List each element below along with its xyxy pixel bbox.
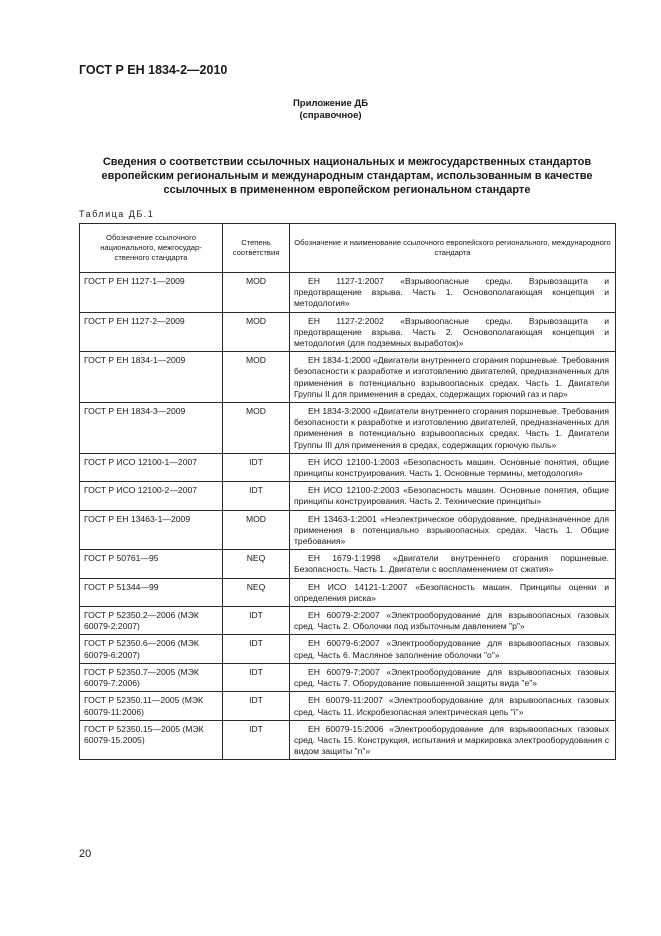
table-caption: Таблица ДБ.1 — [79, 209, 155, 219]
national-standard-cell: ГОСТ Р 52350.11—2005 (МЭК 60079-11:2006) — [80, 692, 223, 720]
reference-standard-cell: ЕН 1127-1:2007 «Взрывоопасные среды. Взрывозащита и предотвращение взрыва. Часть 1. Основополагающая концепция и методология» — [290, 273, 616, 313]
table-row — [80, 635, 616, 663]
table-row — [80, 663, 616, 691]
column-header-degree: Степень соответствия — [223, 224, 290, 273]
national-standard-cell: ГОСТ Р 52350.6—2006 (МЭК 60079-6:2007) — [80, 635, 223, 663]
table-row — [80, 720, 616, 760]
degree-cell: NEQ — [223, 550, 290, 578]
document-header: ГОСТ Р ЕН 1834-2—2010 — [79, 63, 228, 77]
national-standard-cell: ГОСТ Р ЕН 1834-1—2009 — [80, 352, 223, 403]
reference-standard-cell: ЕН ИСО 12100-2:2003 «Безопасность машин. Основные понятия, общие принципы конструирования. Часть 2. Технические принципы» — [290, 482, 616, 510]
degree-cell: NEQ — [223, 578, 290, 606]
degree-cell: IDT — [223, 720, 290, 760]
national-standard-cell: ГОСТ Р ЕН 1834-3—2009 — [80, 403, 223, 454]
degree-cell: MOD — [223, 510, 290, 550]
national-standard-cell: ГОСТ Р 52350.15—2005 (МЭК 60079-15.2005) — [80, 720, 223, 760]
reference-standard-cell: ЕН 60079-6:2007 «Электрооборудование для взрывоопасных газовых сред. Часть 6. Масляное заполнение оболочки "о"» — [290, 635, 616, 663]
table-body — [80, 273, 616, 760]
national-standard-cell: ГОСТ Р ЕН 1127-1—2009 — [80, 273, 223, 313]
table-row — [80, 510, 616, 550]
page-number: 20 — [79, 848, 92, 860]
reference-standard-cell: ЕН 1679-1:1998 «Двигатели внутреннего сгорания поршневые. Безопасность. Часть 1. Двигатели с воспламенением от сжатия» — [290, 550, 616, 578]
column-header-national: Обозначение ссылочного национального, межгосудар-ственного стандарта — [80, 224, 223, 273]
reference-standard-cell: ЕН ИСО 12100-1:2003 «Безопасность машин. Основные понятия, общие принципы конструирования. Часть 1. Основные термины, методология» — [290, 453, 616, 481]
correspondence-table — [79, 223, 616, 760]
reference-standard-cell: ЕН 60079-2:2007 «Электрооборудование для взрывоопасных газовых сред. Часть 2. Оболочки под избыточным давлением "р"» — [290, 607, 616, 635]
table-row — [80, 692, 616, 720]
reference-standard-cell: ЕН 1834-3:2000 «Двигатели внутреннего сгорания поршневые. Требования безопасности к разработке и изготовлению двигателей, предназначенных для применения в потенциально взрывоопасных средах. Часть 1. Двигатели Группы III для применения в средах, содержащих горючую пыль» — [290, 403, 616, 454]
degree-cell: IDT — [223, 635, 290, 663]
table-row — [80, 352, 616, 403]
reference-standard-cell: ЕН 1834-1:2000 «Двигатели внутреннего сгорания поршневые. Требования безопасности к разработке и изготовлению двигателей, предназначенных для применения в потенциально взрывоопасных средах. Часть 1. Двигатели Группы II для применения в средах, содержащих горючий газ и пар» — [290, 352, 616, 403]
national-standard-cell: ГОСТ Р 52350.7—2005 (МЭК 60079-7:2006) — [80, 663, 223, 691]
table-row — [80, 482, 616, 510]
degree-cell: IDT — [223, 453, 290, 481]
table-row — [80, 578, 616, 606]
table-row — [80, 273, 616, 313]
reference-standard-cell: ЕН 60079-11:2007 «Электрооборудование для взрывоопасных газовых сред. Часть 11. Искробезопасная электрическая цепь "i"» — [290, 692, 616, 720]
annex-subtitle: (справочное) — [299, 110, 362, 121]
degree-cell: MOD — [223, 352, 290, 403]
reference-standard-cell: ЕН 1127-2:2002 «Взрывоопасные среды. Взрывозащита и предотвращение взрыва. Часть 2. Основополагающая концепция и методология (для подземных выработок)» — [290, 312, 616, 352]
table-row — [80, 607, 616, 635]
table-row — [80, 403, 616, 454]
national-standard-cell: ГОСТ Р 52350.2—2006 (МЭК 60079-2:2007) — [80, 607, 223, 635]
degree-cell: IDT — [223, 663, 290, 691]
national-standard-cell: ГОСТ Р ИСО 12100-2—2007 — [80, 482, 223, 510]
table-row — [80, 550, 616, 578]
table-header-row — [80, 224, 616, 273]
national-standard-cell: ГОСТ Р ЕН 13463-1—2009 — [80, 510, 223, 550]
national-standard-cell: ГОСТ Р 50761—95 — [80, 550, 223, 578]
annex-title: Приложение ДБ — [292, 98, 369, 109]
degree-cell: IDT — [223, 607, 290, 635]
degree-cell: MOD — [223, 403, 290, 454]
national-standard-cell: ГОСТ Р 51344—99 — [80, 578, 223, 606]
degree-cell: IDT — [223, 482, 290, 510]
degree-cell: MOD — [223, 273, 290, 313]
degree-cell: MOD — [223, 312, 290, 352]
degree-cell: IDT — [223, 692, 290, 720]
reference-standard-cell: ЕН 13463-1:2001 «Неэлектрическое оборудование, предназначенное для применения в потенциально взрывоопасных средах. Часть 1. Общие требования» — [290, 510, 616, 550]
national-standard-cell: ГОСТ Р ЕН 1127-2—2009 — [80, 312, 223, 352]
annex-heading — [0, 98, 661, 122]
section-title: Сведения о соответствии ссылочных национальных и межгосударственных стандартов европейским региональным и международным стандартам, использованным в качестве ссылочных в примененном европейском региональном стандарте — [101, 156, 593, 196]
reference-standard-cell: ЕН 60079-7:2007 «Электрооборудование для взрывоопасных газовых сред. Часть 7. Оборудование повышенной защиты вида "е"» — [290, 663, 616, 691]
national-standard-cell: ГОСТ Р ИСО 12100-1—2007 — [80, 453, 223, 481]
table-row — [80, 312, 616, 352]
column-header-reference: Обозначение и наименование ссылочного европейского регионального, международного стандарта — [290, 224, 616, 273]
reference-standard-cell: ЕН 60079-15:2006 «Электрооборудование для взрывоопасных газовых сред. Часть 15. Конструкция, испытания и маркировка электрооборудования с видом защиты "n"» — [290, 720, 616, 760]
table-row — [80, 453, 616, 481]
reference-standard-cell: ЕН ИСО 14121-1:2007 «Безопасность машин. Принципы оценки и определения риска» — [290, 578, 616, 606]
